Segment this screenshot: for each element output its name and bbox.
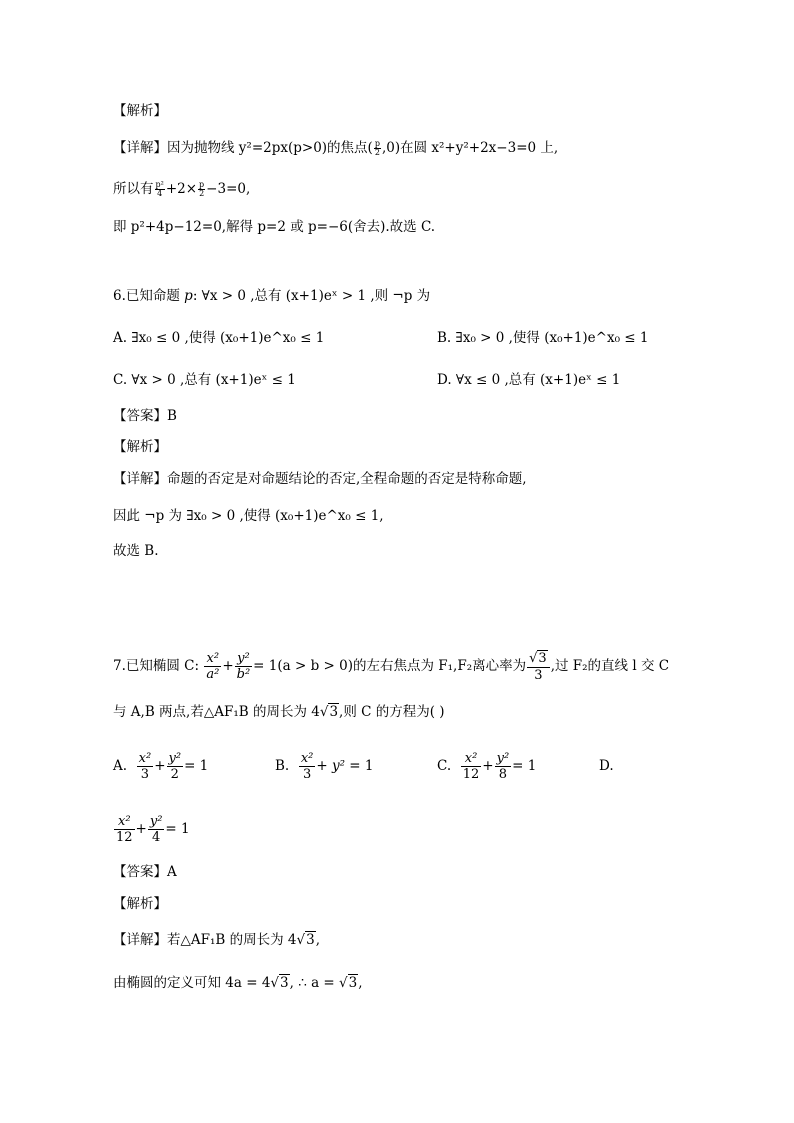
q7-option-d-label: D. (599, 758, 614, 774)
q6-detail-3: 故选 B. (113, 543, 159, 559)
q6-option-d: D. ∀x ≤ 0 ,总有 (x+1)eˣ ≤ 1 (437, 372, 621, 388)
q6-detail-2: 因此 ¬p 为 ∃x₀ > 0 ,使得 (x₀+1)e^x₀ ≤ 1, (113, 508, 384, 524)
detail-text: 因为抛物线 y²=2px(p>0)的焦点( (167, 140, 373, 156)
fraction-p-over-2: $\frac{p}{2}$ (199, 180, 205, 198)
ellipse-x-term: $\frac{\text{x²}}{\text{a²}}$ (206, 651, 220, 682)
q6-option-c: C. ∀x > 0 ,总有 (x+1)eˣ ≤ 1 (113, 372, 296, 388)
q6-answer: 【答案】B (113, 408, 177, 424)
q6-detail-1: 【详解】命题的否定是对命题结论的否定,全程命题的否定是特称命题, (113, 471, 527, 487)
analysis-label: 【解析】 (113, 103, 167, 119)
detail-tail: ,0)在圆 x²+y²+2x−3=0 上, (381, 140, 559, 156)
q7-option-c: C. $\frac{\text{x²}}{12}$ + $\frac{\text{y²}}{8}$ = 1 (437, 751, 537, 782)
q6-option-b: B. ∃x₀ > 0 ,使得 (x₀+1)e^x₀ ≤ 1 (437, 330, 649, 346)
fraction-p2-over-4: $\frac{\text{p²}}{4}$ (155, 180, 164, 198)
detail-line-3: 即 p²+4p−12=0,解得 p=2 或 p=−6(舍去).故选 C. (113, 219, 436, 235)
q7-stem-line-1: 7.已知椭圆 C: $\frac{\text{x²}}{\text{a²}}$ + $\frac{\text{y²}}{\text{b²}}$ = 1(a > b > 0)的左右焦点为 F₁,F₂离心率为 $\frac{√3}{3}$ ,过 F₂的直线 l 交 C (113, 651, 670, 683)
q7-answer: 【答案】A (113, 864, 177, 880)
q7-option-b: B. $\frac{\text{x²}}{3}$ + y² = 1 (275, 751, 374, 782)
q6-stem: 6.已知命题 p: ∀x > 0 ,总有 (x+1)eˣ > 1 ,则 ¬p 为 (113, 288, 431, 304)
q7-stem-line-2: 与 A,B 两点,若△AF₁B 的周长为 4√3,则 C 的方程为( ) (113, 704, 445, 720)
detail-line-1 (113, 138, 558, 158)
detail-line-2: 所以有 $\frac{\text{p²}}{4}$ +2× $\frac{p}{2}$ −3=0, (113, 180, 251, 198)
q7-option-a: A. $\frac{\text{x²}}{3}$ + $\frac{\text{y²}}{2}$ = 1 (113, 751, 209, 782)
q7-analysis-label: 【解析】 (113, 896, 167, 912)
focus-fraction: $\frac{p}{2}$ (374, 139, 380, 157)
q7-option-d: $\frac{\text{x²}}{12}$ + $\frac{\text{y²}}{4}$ = 1 (116, 814, 190, 845)
q6-option-a: A. ∃x₀ ≤ 0 ,使得 (x₀+1)e^x₀ ≤ 1 (113, 330, 325, 346)
q6-analysis-label: 【解析】 (113, 439, 167, 455)
q7-detail-1: 【详解】若△AF₁B 的周长为 4√3, (113, 932, 321, 948)
q7-detail-2: 由椭圆的定义可知 4a = 4√3, ∴ a = √3, (113, 975, 363, 991)
ellipse-y-term: $\frac{\text{y²}}{\text{b²}}$ (236, 651, 251, 682)
eccentricity-fraction: $\frac{√3}{3}$ (527, 650, 550, 683)
detail-label: 【详解】 (113, 140, 167, 156)
